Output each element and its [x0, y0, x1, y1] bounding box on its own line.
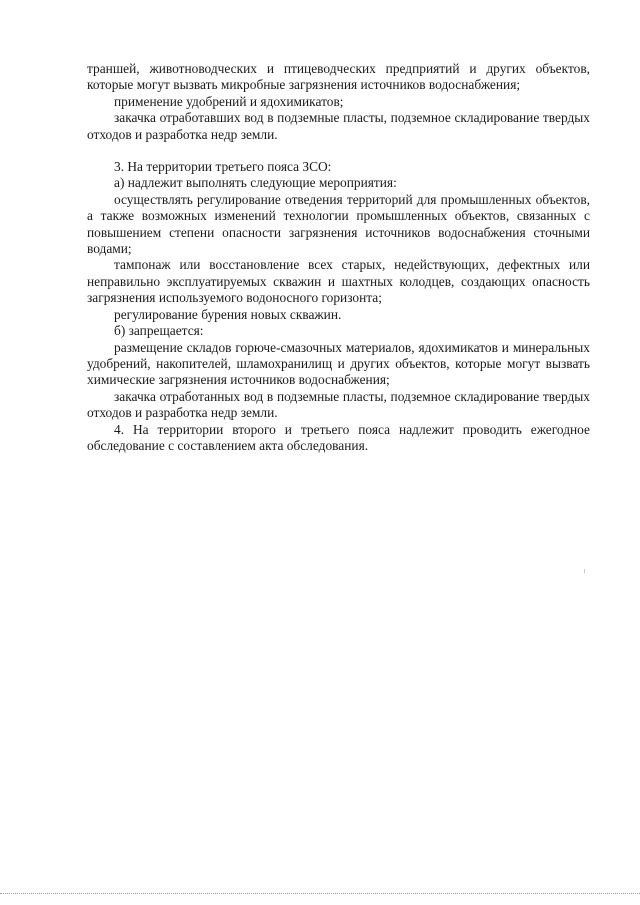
scan-bottom-line	[0, 893, 640, 894]
document-body	[87, 61, 590, 454]
paragraph-injection: закачка отработавших вод в подземные пласты, подземное складирование твердых отходов и разработка недр земли.	[87, 110, 590, 142]
subsection-a-heading: а) надлежит выполнять следующие мероприятия:	[114, 175, 397, 191]
paragraph-storage: размещение складов горюче-смазочных материалов, ядохимикатов и минеральных удобрений, накопителей, шламохранилищ и других объектов, которые могут вызвать химические загрязнения источников водоснабжения;	[87, 339, 590, 388]
paragraph-injection-2: закачка отработанных вод в подземные пласты, подземное складирование твердых отходов и разработка недр земли.	[87, 388, 590, 421]
paragraph-regulation: осуществлять регулирование отведения территорий для промышленных объектов, а также возможных изменений технологии промышленных объектов, связанных с повышением степени опасности загрязнения источников водоснабжения сточными водами;	[87, 191, 590, 257]
subsection-b-heading: б) запрещается:	[114, 323, 204, 339]
paragraph-fertilizers: применение удобрений и ядохимикатов;	[114, 93, 344, 109]
paragraph-plugging: тампонаж или восстановление всех старых, недействующих, дефектных или неправильно эксплуатируемых скважин и шахтных колодцев, создающих опасность загрязнения используемого водоносного горизонта;	[87, 257, 590, 306]
paragraph-drilling: регулирование бурения новых скважин.	[114, 306, 342, 322]
section-4-paragraph: 4. На территории второго и третьего пояса надлежит проводить ежегодное обследование с составлением акта обследования.	[87, 421, 590, 453]
paragraph-continuation: траншей, животноводческих и птицеводческих предприятий и других объектов, которые могут вызвать микробные загрязнения источников водоснабжения;	[87, 61, 590, 93]
paragraph-spacer	[87, 143, 590, 159]
section-3-heading: 3. На территории третьего пояса ЗСО:	[114, 159, 332, 175]
scan-speck	[584, 569, 585, 573]
